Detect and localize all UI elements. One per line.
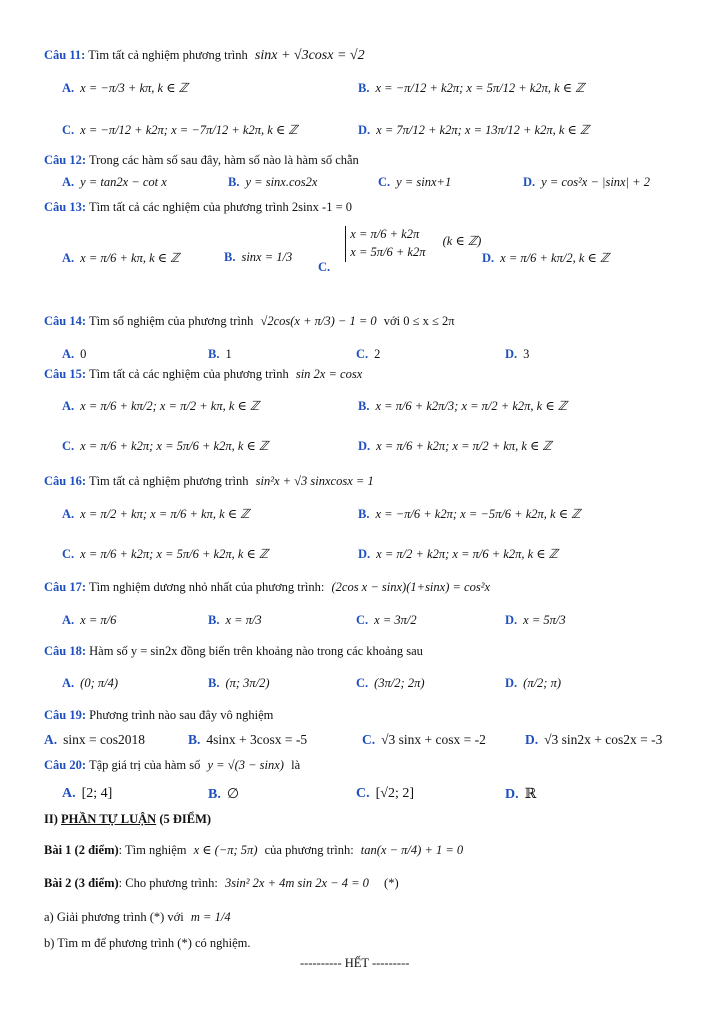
question-text: Tìm tất cả các nghiệm của phương trình 2sinx -1 = 0 xyxy=(88,200,353,214)
problem-1: Bài 1 (2 điểm): Tìm nghiệm x ∈ (−π; 5π) của phương trình: tan(x − π/4) + 1 = 0 xyxy=(44,843,464,857)
q14-option-a[interactable]: A. 0 xyxy=(62,347,87,361)
q18-option-d[interactable]: D. (π/2; π) xyxy=(505,676,562,690)
q11-option-a[interactable]: A. x = −π/3 + kπ, k ∈ ℤ xyxy=(62,81,188,95)
q19-option-c[interactable]: C. √3 sinx + cosx = -2 xyxy=(362,732,486,747)
q15-option-a[interactable]: A. x = π/6 + kπ/2; x = π/2 + kπ, k ∈ ℤ xyxy=(62,399,260,413)
q15-option-b[interactable]: B. x = π/6 + k2π/3; x = π/2 + k2π, k ∈ ℤ xyxy=(358,399,568,413)
problem-2b: b) Tìm m để phương trình (*) có nghiệm. xyxy=(44,936,251,950)
equation: sin²x + √3 sinxcosx = 1 xyxy=(255,474,374,488)
equation: y = √(3 − sinx) xyxy=(207,758,284,772)
q13-option-d[interactable]: D. x = π/6 + kπ/2, k ∈ ℤ xyxy=(482,251,610,265)
problem-2a: a) Giải phương trình (*) với m = 1/4 xyxy=(44,910,231,924)
question-20: Câu 20: Tập giá trị của hàm số y = √(3 − sinx) là xyxy=(44,758,301,772)
question-15 xyxy=(44,367,362,382)
question-text: Tìm tất cả nghiệm phương trình xyxy=(88,474,249,488)
question-16 xyxy=(44,474,374,489)
equation: sinx + √3cosx = √2 xyxy=(254,48,365,63)
equation: √2cos(x + π/3) − 1 = 0 xyxy=(260,314,377,328)
q13-option-c[interactable]: C. x = π/6 + k2π x = 5π/6 + k2π (k ∈ ℤ) xyxy=(318,227,482,274)
condition: với 0 ≤ x ≤ 2π xyxy=(383,314,455,328)
question-13 xyxy=(44,200,352,215)
question-12 xyxy=(44,153,359,168)
equation: (2cos x − sinx)(1+sinx) = cos²x xyxy=(331,580,491,594)
q15-option-d[interactable]: D. x = π/6 + k2π; x = π/2 + kπ, k ∈ ℤ xyxy=(358,439,552,453)
question-label: Câu 17: xyxy=(44,580,87,594)
problem-2: Bài 2 (3 điểm): Cho phương trình: 3sin² 2x + 4m sin 2x − 4 = 0 (*) xyxy=(44,876,399,890)
q12-option-c[interactable]: C. y = sinx+1 xyxy=(378,175,452,189)
q16-option-d[interactable]: D. x = π/2 + k2π; x = π/6 + k2π, k ∈ ℤ xyxy=(358,547,558,561)
question-text: Tập giá trị của hàm số xyxy=(88,758,201,772)
q14-option-d[interactable]: D. 3 xyxy=(505,347,530,361)
question-14 xyxy=(44,314,455,329)
question-label: Câu 20: xyxy=(44,758,87,772)
question-label: Câu 13: xyxy=(44,200,87,214)
q19-option-d[interactable]: D. √3 sin2x + cos2x = -3 xyxy=(525,732,663,747)
question-label: Câu 19: xyxy=(44,708,87,722)
q16-option-b[interactable]: B. x = −π/6 + k2π; x = −5π/6 + k2π, k ∈ ℤ xyxy=(358,507,581,521)
question-text: Trong các hàm số sau đây, hàm số nào là hàm số chẵn xyxy=(88,153,359,167)
end-marker: ---------- HẾT --------- xyxy=(300,956,410,970)
q13-option-b[interactable]: B. sinx = 1/3 xyxy=(224,250,293,264)
q20-option-a[interactable]: A. [2; 4] xyxy=(62,786,113,801)
q17-option-b[interactable]: B. x = π/3 xyxy=(208,613,262,627)
q15-option-c[interactable]: C. x = π/6 + k2π; x = 5π/6 + k2π, k ∈ ℤ xyxy=(62,439,269,453)
question-text: Tìm tất cả các nghiệm của phương trình xyxy=(88,367,289,381)
q11-option-b[interactable]: B. x = −π/12 + k2π; x = 5π/12 + k2π, k ∈ ℤ xyxy=(358,81,585,95)
q20-option-c[interactable]: C. [√2; 2] xyxy=(356,786,415,801)
question-text: Hàm số y = sin2x đồng biến trên khoảng nào trong các khoảng sau xyxy=(89,644,423,658)
q19-option-a[interactable]: A. sinx = cos2018 xyxy=(44,732,145,747)
q16-option-a[interactable]: A. x = π/2 + kπ; x = π/6 + kπ, k ∈ ℤ xyxy=(62,507,250,521)
q12-option-b[interactable]: B. y = sinx.cos2x xyxy=(228,175,318,189)
question-17 xyxy=(44,580,490,595)
question-label: Câu 12: xyxy=(44,153,87,167)
question-11 xyxy=(44,48,365,64)
q12-option-a[interactable]: A. y = tan2x − cot x xyxy=(62,175,167,189)
q14-option-b[interactable]: B. 1 xyxy=(208,347,232,361)
question-label: Câu 15: xyxy=(44,367,87,381)
q14-option-c[interactable]: C. 2 xyxy=(356,347,381,361)
q12-option-d[interactable]: D. y = cos²x − |sinx| + 2 xyxy=(523,175,650,189)
q17-option-a[interactable]: A. x = π/6 xyxy=(62,613,117,627)
q17-option-d[interactable]: D. x = 5π/3 xyxy=(505,613,566,627)
q11-option-d[interactable]: D. x = 7π/12 + k2π; x = 13π/12 + k2π, k ∈ ℤ xyxy=(358,123,590,137)
question-text: Phương trình nào sau đây vô nghiệm xyxy=(89,708,274,722)
q20-option-b[interactable]: B. ∅ xyxy=(208,787,240,802)
q18-option-a[interactable]: A. (0; π/4) xyxy=(62,676,119,690)
q18-option-c[interactable]: C. (3π/2; 2π) xyxy=(356,676,425,690)
question-text: Tìm số nghiệm của phương trình xyxy=(88,314,254,328)
q18-option-b[interactable]: B. (π; 3π/2) xyxy=(208,676,270,690)
question-label: Câu 14: xyxy=(44,314,87,328)
q16-option-c[interactable]: C. x = π/6 + k2π; x = 5π/6 + k2π, k ∈ ℤ xyxy=(62,547,269,561)
question-label: Câu 11: xyxy=(44,48,86,62)
question-18 xyxy=(44,644,423,659)
equation-system: x = π/6 + k2π x = 5π/6 + k2π xyxy=(345,226,425,262)
q11-option-c[interactable]: C. x = −π/12 + k2π; x = −7π/12 + k2π, k ∈ ℤ xyxy=(62,123,298,137)
q13-option-a[interactable]: A. x = π/6 + kπ, k ∈ ℤ xyxy=(62,251,180,265)
q19-option-b[interactable]: B. 4sinx + 3cosx = -5 xyxy=(188,732,308,747)
equation: sin 2x = cosx xyxy=(295,367,363,381)
question-label: Câu 18: xyxy=(44,644,87,658)
question-text: Tìm tất cả nghiệm phương trình xyxy=(88,48,248,62)
section-heading: II) PHẦN TỰ LUẬN (5 ĐIỂM) xyxy=(44,812,212,826)
question-19 xyxy=(44,708,273,723)
q20-option-d[interactable]: D. ℝ xyxy=(505,787,537,802)
q17-option-c[interactable]: C. x = 3π/2 xyxy=(356,613,417,627)
question-text: Tìm nghiệm dương nhỏ nhất của phương trình: xyxy=(88,580,325,594)
question-label: Câu 16: xyxy=(44,474,87,488)
